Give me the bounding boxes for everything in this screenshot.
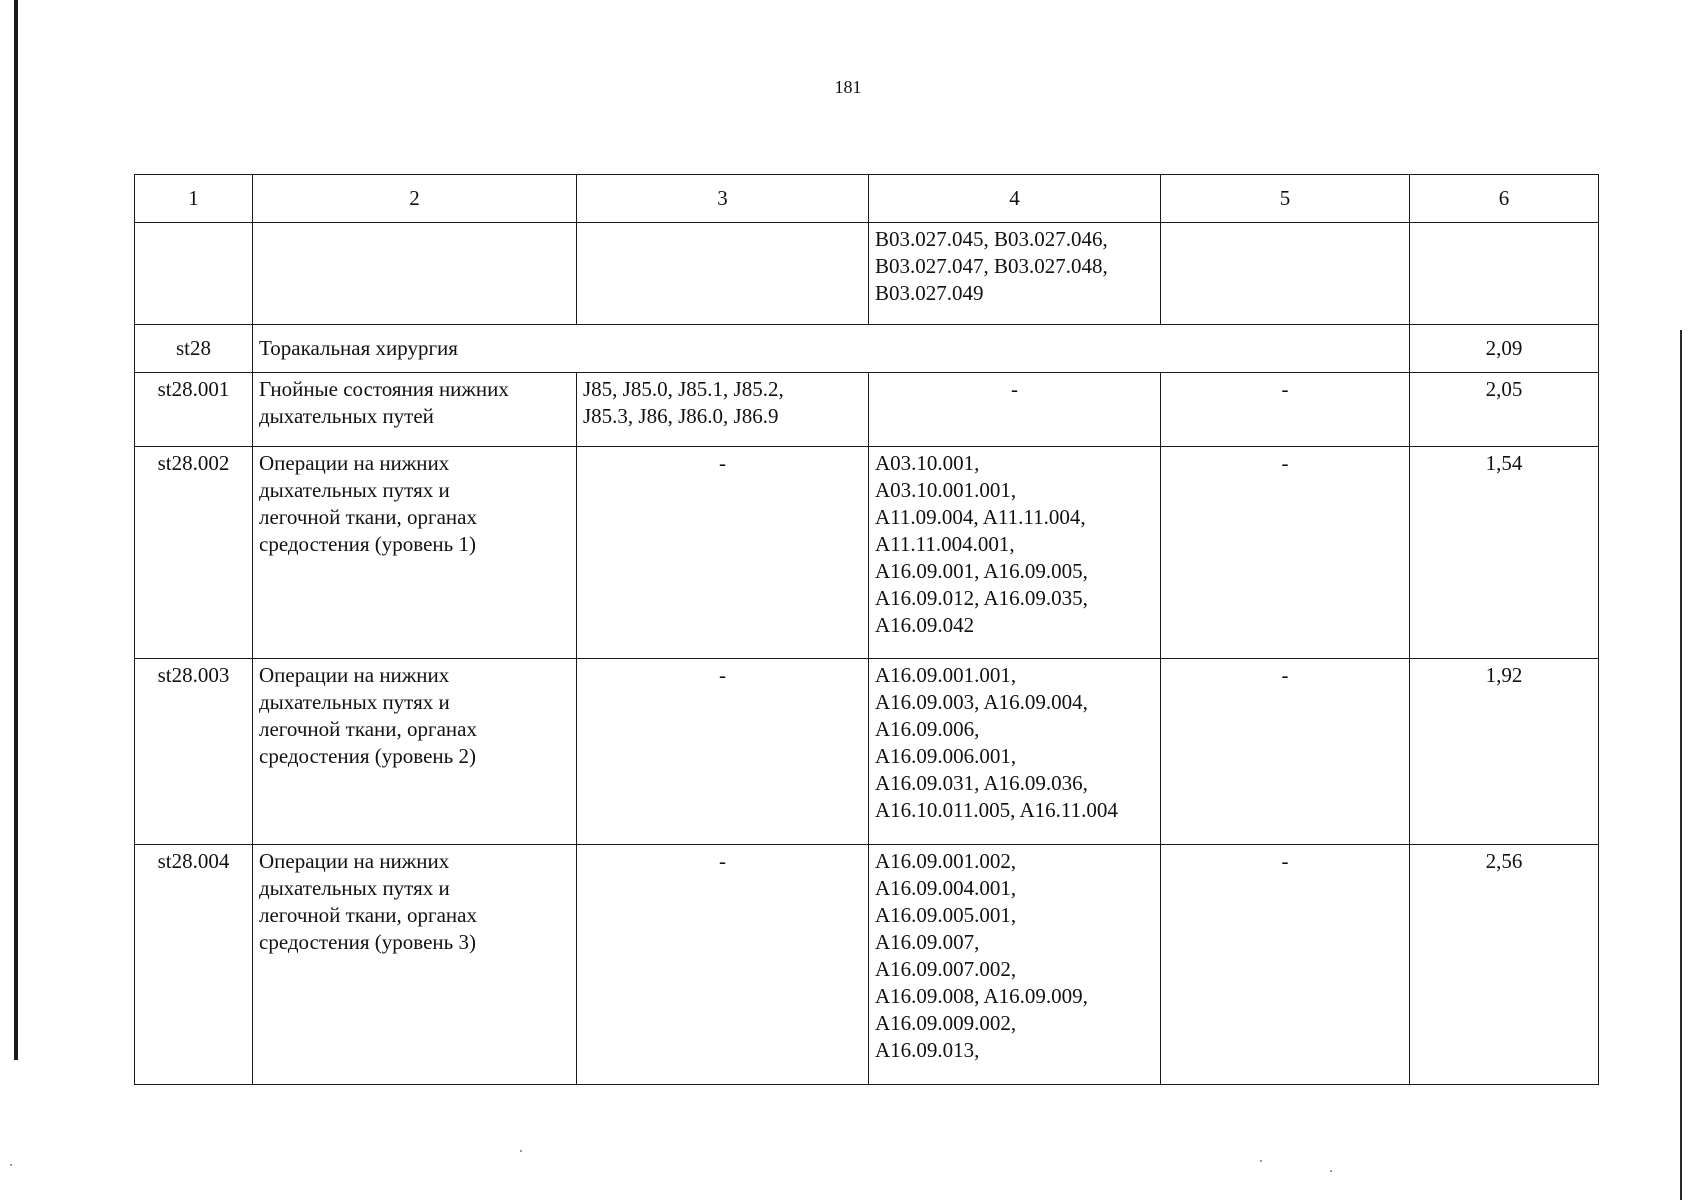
name-line: Операции на нижних [259, 451, 450, 475]
services-line: B03.027.047, B03.027.048, [875, 254, 1108, 278]
services-line: A16.09.005.001, [875, 903, 1017, 927]
name-line: дыхательных путях и [259, 478, 450, 502]
name-cell [253, 223, 577, 325]
services-line: A16.09.006.001, [875, 744, 1017, 768]
header-cell: 3 [577, 175, 869, 223]
col5-cell: - [1161, 845, 1410, 1085]
name-line: Гнойные состояния нижних [259, 377, 509, 401]
services-line: B03.027.049 [875, 281, 984, 305]
services-line: A16.09.009.002, [875, 1011, 1017, 1035]
services-line: A03.10.001.001, [875, 478, 1017, 502]
table-row [135, 845, 1599, 1085]
icd-line: - [719, 849, 726, 873]
coef-cell: 1,92 [1410, 659, 1599, 845]
icd-cell [577, 447, 869, 659]
services-line: A11.11.004.001, [875, 532, 1015, 556]
section-row [135, 325, 1599, 373]
services-line: A16.09.007, [875, 930, 980, 954]
services-line: A16.09.001.002, [875, 849, 1017, 873]
name-cell [253, 373, 577, 447]
code-cell [135, 223, 253, 325]
header-cell: 6 [1410, 175, 1599, 223]
page-number: 181 [834, 77, 862, 97]
coef-cell: 1,54 [1410, 447, 1599, 659]
scan-edge-left [14, 0, 18, 1060]
icd-cell [577, 223, 869, 325]
header-cell: 4 [869, 175, 1161, 223]
code-cell: st28 [135, 325, 253, 373]
code-cell: st28.001 [135, 373, 253, 447]
scan-edge-right [1680, 330, 1682, 1200]
services-line: A16.09.012, A16.09.035, [875, 586, 1088, 610]
code-cell: st28.004 [135, 845, 253, 1085]
scan-speck [520, 1150, 522, 1152]
icd-cell [577, 373, 869, 447]
name-line: средостения (уровень 1) [259, 532, 476, 556]
code-cell: st28.003 [135, 659, 253, 845]
services-line: A16.09.003, A16.09.004, [875, 690, 1088, 714]
header-cell: 5 [1161, 175, 1410, 223]
icd-line: - [719, 663, 726, 687]
name-line: легочной ткани, органах [259, 717, 477, 741]
services-cell [869, 223, 1161, 325]
name-cell [253, 447, 577, 659]
col5-cell: - [1161, 447, 1410, 659]
services-line: A16.09.006, [875, 717, 980, 741]
col5-cell [1161, 223, 1410, 325]
name-line: легочной ткани, органах [259, 903, 477, 927]
name-line: Операции на нижних [259, 849, 450, 873]
services-line: A16.09.007.002, [875, 957, 1017, 981]
table-row [135, 223, 1599, 325]
services-line: A11.09.004, A11.11.004, [875, 505, 1086, 529]
name-line: дыхательных путях и [259, 876, 450, 900]
services-line: A16.09.031, A16.09.036, [875, 771, 1088, 795]
icd-line: J85, J85.0, J85.1, J85.2, [583, 377, 784, 401]
services-line: B03.027.045, B03.027.046, [875, 227, 1108, 251]
name-line: Операции на нижних [259, 663, 450, 687]
header-cell: 2 [253, 175, 577, 223]
header-cell: 1 [135, 175, 253, 223]
services-cell [869, 373, 1161, 447]
name-cell [253, 659, 577, 845]
tariff-table [134, 174, 1599, 1085]
services-line: A16.10.011.005, A16.11.004 [875, 798, 1118, 822]
name-line: средостения (уровень 3) [259, 930, 476, 954]
services-line: A16.09.042 [875, 613, 975, 637]
code-cell: st28.002 [135, 447, 253, 659]
name-line: дыхательных путях и [259, 690, 450, 714]
name-line: дыхательных путей [259, 404, 434, 428]
table-row [135, 659, 1599, 845]
table-row [135, 447, 1599, 659]
table-header-row [135, 175, 1599, 223]
icd-cell [577, 845, 869, 1085]
scan-speck [10, 1164, 12, 1166]
coef-cell: 2,09 [1410, 325, 1599, 373]
col5-cell: - [1161, 373, 1410, 447]
scan-speck [1260, 1160, 1262, 1162]
services-line: A16.09.001.001, [875, 663, 1017, 687]
services-cell [869, 447, 1161, 659]
col5-cell: - [1161, 659, 1410, 845]
services-line: A16.09.001, A16.09.005, [875, 559, 1088, 583]
services-line: A16.09.004.001, [875, 876, 1017, 900]
coef-cell: 2,56 [1410, 845, 1599, 1085]
services-cell [869, 659, 1161, 845]
scan-speck [1330, 1170, 1332, 1172]
services-line: A16.09.008, A16.09.009, [875, 984, 1088, 1008]
services-line: - [1011, 377, 1018, 401]
coef-cell [1410, 223, 1599, 325]
icd-line: - [719, 451, 726, 475]
name-line: средостения (уровень 2) [259, 744, 476, 768]
icd-line: J85.3, J86, J86.0, J86.9 [583, 404, 779, 428]
name-cell [253, 845, 577, 1085]
icd-cell [577, 659, 869, 845]
name-line: легочной ткани, органах [259, 505, 477, 529]
services-cell [869, 845, 1161, 1085]
services-line: A03.10.001, [875, 451, 980, 475]
coef-cell: 2,05 [1410, 373, 1599, 447]
section-title: Торакальная хирургия [253, 325, 1410, 373]
table-row [135, 373, 1599, 447]
services-line: A16.09.013, [875, 1038, 980, 1062]
